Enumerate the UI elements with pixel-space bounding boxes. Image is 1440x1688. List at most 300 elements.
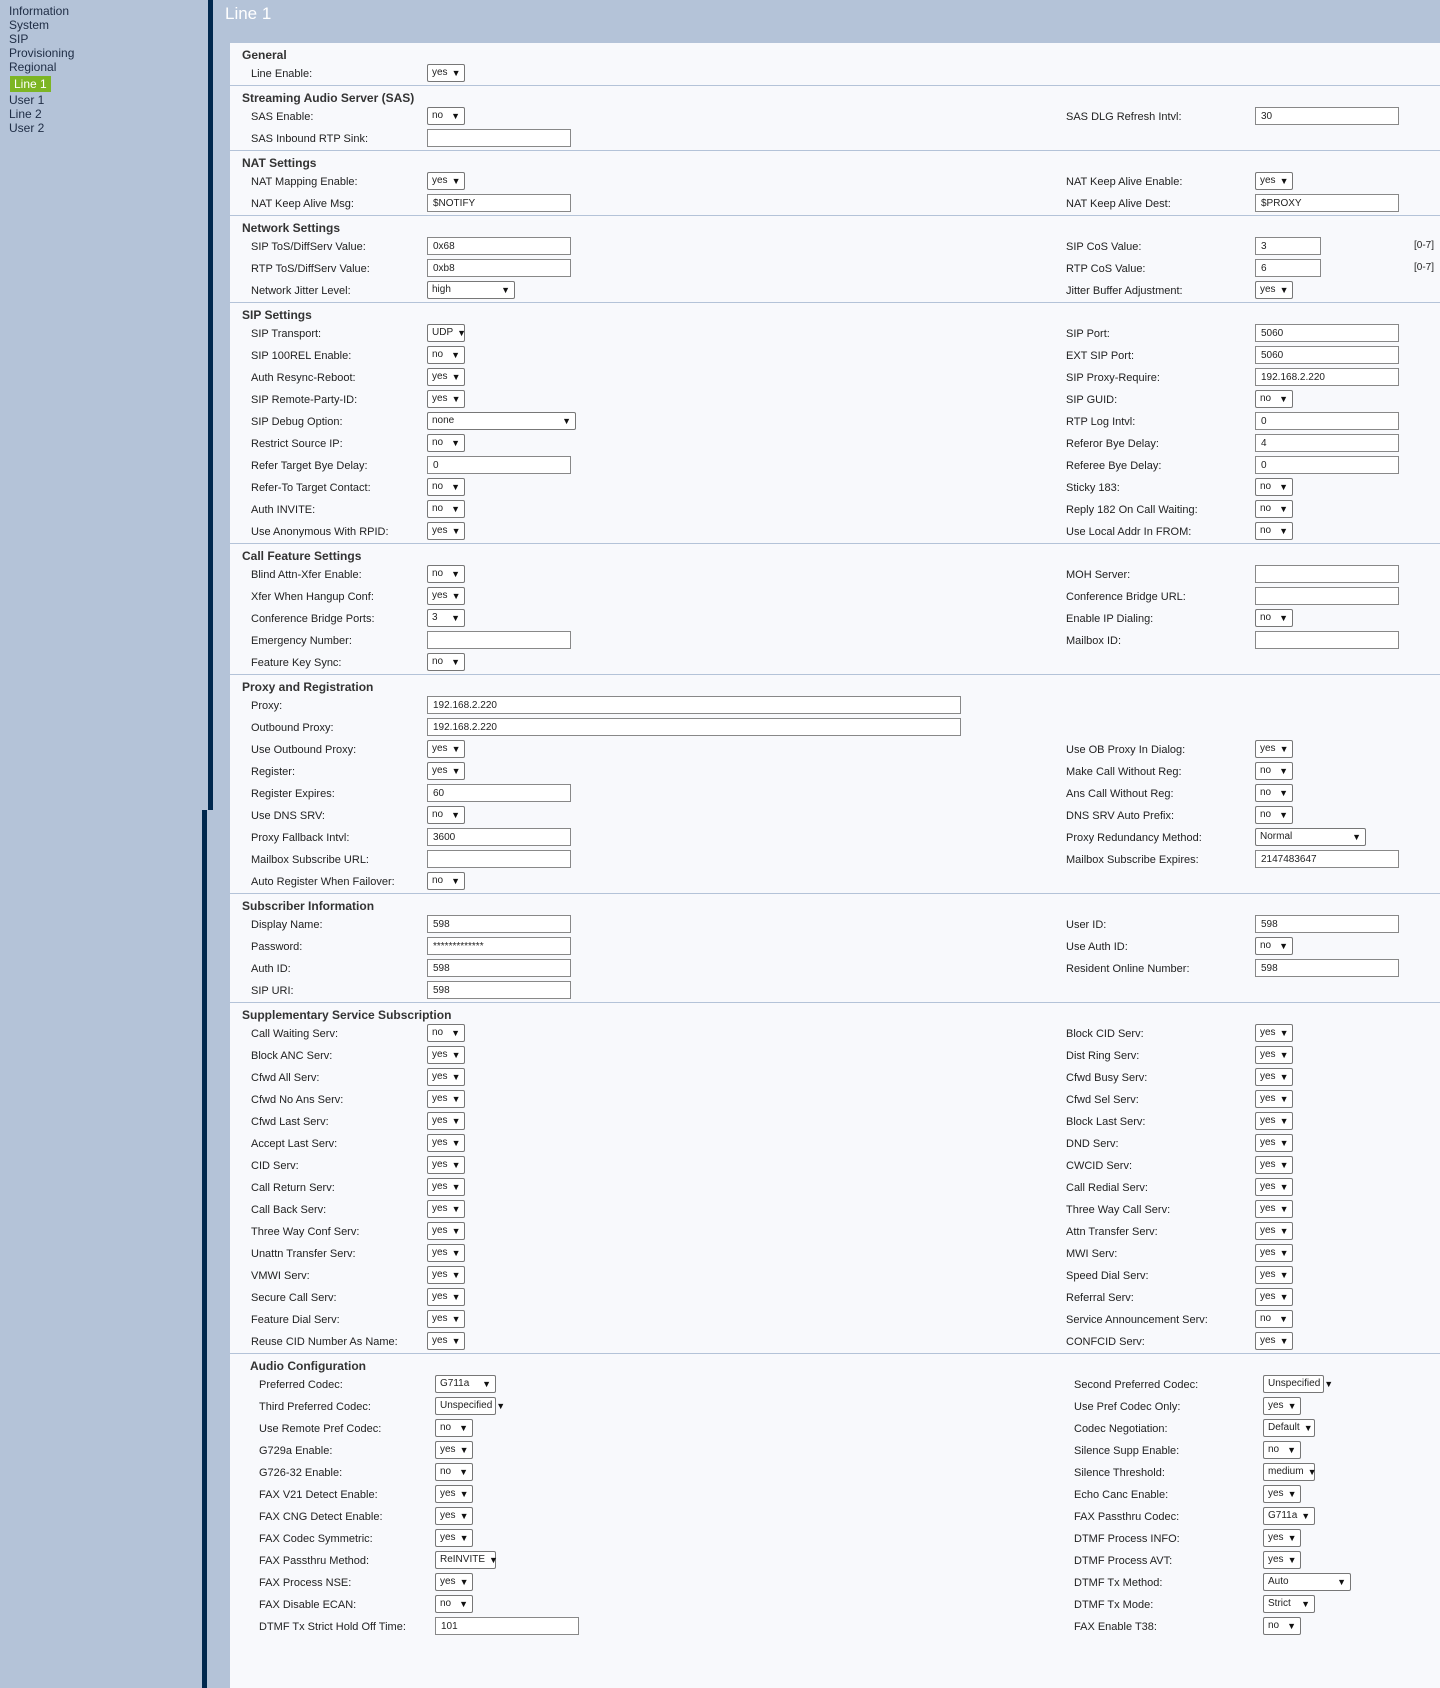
sticky-183-select[interactable]: [1255, 478, 1293, 496]
cfwd-all-serv-value: yes: [432, 1071, 448, 1082]
setting-row: [230, 1528, 1440, 1550]
refer-to-target-contact-select[interactable]: [427, 478, 465, 496]
dtmf-tx-method-label: DTMF Tx Method:: [1074, 1577, 1163, 1589]
proxy-label: Proxy:: [251, 700, 283, 712]
use-pref-codec-only-label: Use Pref Codec Only:: [1074, 1401, 1181, 1413]
nat-keep-alive-enable-select[interactable]: [1255, 172, 1293, 190]
sidebar-item-sip[interactable]: SIP: [9, 32, 29, 46]
cfwd-no-ans-serv-label: Cfwd No Ans Serv:: [251, 1094, 344, 1106]
sip-cos-value-field[interactable]: [1255, 237, 1321, 255]
cfwd-no-ans-serv-select[interactable]: [427, 1090, 465, 1108]
call-return-serv-label: Call Return Serv:: [251, 1182, 335, 1194]
setting-row: [230, 630, 1440, 652]
nat-keep-alive-dest-field[interactable]: [1255, 194, 1399, 212]
chevron-down-icon: ▼: [1279, 1182, 1289, 1192]
vmwi-serv-select[interactable]: [427, 1266, 465, 1284]
call-back-serv-label: Call Back Serv:: [251, 1204, 327, 1216]
g726-32-enable-select[interactable]: [435, 1463, 473, 1481]
use-ob-proxy-in-dialog-select[interactable]: [1255, 740, 1293, 758]
cfwd-all-serv-select[interactable]: [427, 1068, 465, 1086]
chevron-down-icon: ▼: [1279, 1314, 1288, 1324]
echo-canc-enable-label: Echo Canc Enable:: [1074, 1489, 1169, 1501]
chevron-down-icon: ▼: [457, 328, 467, 338]
ext-sip-port-label: EXT SIP Port:: [1066, 350, 1135, 362]
fax-process-nse-select[interactable]: [435, 1573, 473, 1591]
cfwd-sel-serv-label: Cfwd Sel Serv:: [1066, 1094, 1139, 1106]
moh-server-field[interactable]: [1255, 565, 1399, 583]
mailbox-id-field[interactable]: [1255, 631, 1399, 649]
section-audio-configuration: [230, 1353, 1440, 1638]
sip-debug-option-select[interactable]: [427, 412, 576, 430]
section-subscriber-information: [230, 893, 1440, 1002]
refer-target-bye-delay-field[interactable]: [427, 456, 571, 474]
speed-dial-serv-label: Speed Dial Serv:: [1066, 1270, 1149, 1282]
nat-keep-alive-dest-label: NAT Keep Alive Dest:: [1066, 198, 1171, 210]
chevron-down-icon: ▼: [459, 1467, 468, 1477]
chevron-down-icon: ▼: [451, 1248, 461, 1258]
fax-passthru-codec-select[interactable]: [1263, 1507, 1315, 1525]
sip-100rel-enable-select[interactable]: [427, 346, 465, 364]
mwi-serv-select[interactable]: [1255, 1244, 1293, 1262]
restrict-source-ip-value: no: [432, 437, 444, 448]
attn-transfer-serv-value: yes: [1260, 1225, 1276, 1236]
use-outbound-proxy-select[interactable]: [427, 740, 465, 758]
reuse-cid-number-as-name-value: yes: [432, 1335, 448, 1346]
use-local-addr-in-from-label: Use Local Addr In FROM:: [1066, 526, 1192, 538]
three-way-conf-serv-select[interactable]: [427, 1222, 465, 1240]
display-name-label: Display Name:: [251, 919, 323, 931]
conference-bridge-url-field[interactable]: [1255, 587, 1399, 605]
use-pref-codec-only-value: yes: [1268, 1400, 1284, 1411]
sas-inbound-rtp-sink-field[interactable]: [427, 129, 571, 147]
use-auth-id-label: Use Auth ID:: [1066, 941, 1128, 953]
chevron-down-icon: ▼: [451, 526, 461, 536]
referor-bye-delay-field[interactable]: [1255, 434, 1399, 452]
cfwd-last-serv-label: Cfwd Last Serv:: [251, 1116, 329, 1128]
g726-32-enable-value: no: [440, 1466, 452, 1477]
chevron-down-icon: ▼: [451, 1028, 460, 1038]
proxy-fallback-intvl-label: Proxy Fallback Intvl:: [251, 832, 350, 844]
enable-ip-dialing-label: Enable IP Dialing:: [1066, 613, 1154, 625]
speed-dial-serv-value: yes: [1260, 1269, 1276, 1280]
dtmf-tx-mode-label: DTMF Tx Mode:: [1074, 1599, 1154, 1611]
chevron-down-icon: ▼: [451, 1116, 461, 1126]
proxy-fallback-intvl-field[interactable]: [427, 828, 571, 846]
dns-srv-auto-prefix-select[interactable]: [1255, 806, 1293, 824]
block-last-serv-value: yes: [1260, 1115, 1276, 1126]
ans-call-without-reg-label: Ans Call Without Reg:: [1066, 788, 1174, 800]
sip-cos-value-range-hint: [0-7]: [1414, 240, 1435, 251]
dist-ring-serv-value: yes: [1260, 1049, 1276, 1060]
sidebar-item-provisioning[interactable]: Provisioning: [9, 46, 75, 60]
sidebar-item-regional[interactable]: Regional: [9, 60, 57, 74]
ext-sip-port-field[interactable]: [1255, 346, 1399, 364]
sip-proxy-require-field[interactable]: [1255, 368, 1399, 386]
setting-row: [230, 128, 1440, 150]
confcid-serv-value: yes: [1260, 1335, 1276, 1346]
fax-process-nse-value: yes: [440, 1576, 456, 1587]
dns-srv-auto-prefix-label: DNS SRV Auto Prefix:: [1066, 810, 1175, 822]
secure-call-serv-label: Secure Call Serv:: [251, 1292, 337, 1304]
setting-row: [230, 1133, 1440, 1155]
chevron-down-icon: ▼: [451, 591, 461, 601]
reuse-cid-number-as-name-label: Reuse CID Number As Name:: [251, 1336, 398, 1348]
section-title: Streaming Audio Server (SAS): [242, 91, 415, 105]
blind-attn-xfer-enable-select[interactable]: [427, 565, 465, 583]
use-anonymous-with-rpid-select[interactable]: [427, 522, 465, 540]
fax-passthru-codec-label: FAX Passthru Codec:: [1074, 1511, 1180, 1523]
section-call-feature-settings: [230, 543, 1440, 674]
call-redial-serv-select[interactable]: [1255, 1178, 1293, 1196]
block-last-serv-select[interactable]: [1255, 1112, 1293, 1130]
chevron-down-icon: ▼: [451, 810, 460, 820]
chevron-down-icon: ▼: [1279, 1226, 1289, 1236]
fax-codec-symmetric-select[interactable]: [435, 1529, 473, 1547]
setting-row: [230, 1243, 1440, 1265]
chevron-down-icon: ▼: [496, 1401, 506, 1411]
sidebar-item-information[interactable]: Information: [9, 4, 70, 18]
sip-uri-field[interactable]: [427, 981, 571, 999]
attn-transfer-serv-select[interactable]: [1255, 1222, 1293, 1240]
chevron-down-icon: ▼: [451, 766, 461, 776]
setting-row: [230, 980, 1440, 1002]
preferred-codec-select[interactable]: [435, 1375, 496, 1393]
g726-32-enable-label: G726-32 Enable:: [259, 1467, 343, 1479]
cfwd-busy-serv-select[interactable]: [1255, 1068, 1293, 1086]
outbound-proxy-field[interactable]: [427, 718, 961, 736]
dtmf-tx-method-select[interactable]: [1263, 1573, 1351, 1591]
network-jitter-level-select[interactable]: [427, 281, 515, 299]
use-pref-codec-only-select[interactable]: [1263, 1397, 1301, 1415]
sip-debug-option-value: none: [432, 415, 455, 426]
silence-supp-enable-value: no: [1268, 1444, 1280, 1455]
second-preferred-codec-select[interactable]: [1263, 1375, 1334, 1393]
dtmf-tx-method-value: Auto: [1268, 1576, 1289, 1587]
sip-100rel-enable-value: no: [432, 349, 444, 360]
sip-guid-select[interactable]: [1255, 390, 1293, 408]
feature-key-sync-select[interactable]: [427, 653, 465, 671]
sidebar-divider-lower: [202, 810, 207, 1688]
auto-register-when-failover-select[interactable]: [427, 872, 465, 890]
use-local-addr-in-from-select[interactable]: [1255, 522, 1293, 540]
use-remote-pref-codec-select[interactable]: [435, 1419, 473, 1437]
service-announcement-serv-value: no: [1260, 1313, 1272, 1324]
dtmf-process-avt-select[interactable]: [1263, 1551, 1301, 1569]
use-remote-pref-codec-value: no: [440, 1422, 452, 1433]
section-supplementary-service-subscription: [230, 1002, 1440, 1353]
register-select[interactable]: [427, 762, 465, 780]
reuse-cid-number-as-name-select[interactable]: [427, 1332, 465, 1350]
enable-ip-dialing-select[interactable]: [1255, 609, 1293, 627]
ans-call-without-reg-value: no: [1260, 787, 1272, 798]
mailbox-subscribe-url-label: Mailbox Subscribe URL:: [251, 854, 369, 866]
chevron-down-icon: ▼: [451, 1072, 461, 1082]
proxy-field[interactable]: [427, 696, 961, 714]
nat-keep-alive-enable-label: NAT Keep Alive Enable:: [1066, 176, 1183, 188]
chevron-down-icon: ▼: [459, 1489, 469, 1499]
chevron-down-icon: ▼: [451, 1138, 461, 1148]
setting-row: [230, 564, 1440, 586]
dtmf-process-info-select[interactable]: [1263, 1529, 1301, 1547]
chevron-down-icon: ▼: [1279, 1050, 1289, 1060]
chevron-down-icon: ▼: [459, 1599, 468, 1609]
confcid-serv-select[interactable]: [1255, 1332, 1293, 1350]
resident-online-number-field[interactable]: [1255, 959, 1399, 977]
user-id-label: User ID:: [1066, 919, 1107, 931]
auth-resync-reboot-select[interactable]: [427, 368, 465, 386]
chevron-down-icon: ▼: [459, 1577, 469, 1587]
echo-canc-enable-select[interactable]: [1263, 1485, 1301, 1503]
speed-dial-serv-select[interactable]: [1255, 1266, 1293, 1284]
chevron-down-icon: ▼: [1279, 744, 1289, 754]
rtp-tos-diffserv-value-field[interactable]: [427, 259, 571, 277]
sip-transport-select[interactable]: [427, 324, 465, 342]
chevron-down-icon: ▼: [1279, 1160, 1289, 1170]
call-waiting-serv-label: Call Waiting Serv:: [251, 1028, 339, 1040]
restrict-source-ip-label: Restrict Source IP:: [251, 438, 343, 450]
third-preferred-codec-select[interactable]: [435, 1397, 506, 1415]
dns-srv-auto-prefix-value: no: [1260, 809, 1272, 820]
three-way-call-serv-value: yes: [1260, 1203, 1276, 1214]
conference-bridge-url-label: Conference Bridge URL:: [1066, 591, 1186, 603]
referral-serv-value: yes: [1260, 1291, 1276, 1302]
conference-bridge-ports-value: 3: [432, 612, 438, 623]
feature-dial-serv-value: yes: [432, 1313, 448, 1324]
chevron-down-icon: ▼: [451, 876, 460, 886]
section-nat-settings: [230, 150, 1440, 215]
cfwd-sel-serv-value: yes: [1260, 1093, 1276, 1104]
display-name-field[interactable]: [427, 915, 571, 933]
sip-tos-diffserv-value-field[interactable]: [427, 237, 571, 255]
block-cid-serv-select[interactable]: [1255, 1024, 1293, 1042]
moh-server-label: MOH Server:: [1066, 569, 1131, 581]
referee-bye-delay-label: Referee Bye Delay:: [1066, 460, 1162, 472]
section-title: Supplementary Service Subscription: [242, 1008, 452, 1022]
service-announcement-serv-select[interactable]: [1255, 1310, 1293, 1328]
use-auth-id-value: no: [1260, 940, 1272, 951]
chevron-down-icon: ▼: [562, 416, 571, 426]
dist-ring-serv-select[interactable]: [1255, 1046, 1293, 1064]
rtp-cos-value-field[interactable]: [1255, 259, 1321, 277]
chevron-down-icon: ▼: [451, 613, 460, 623]
call-waiting-serv-select[interactable]: [427, 1024, 465, 1042]
call-back-serv-select[interactable]: [427, 1200, 465, 1218]
mwi-serv-label: MWI Serv:: [1066, 1248, 1118, 1260]
sidebar-item-user-2[interactable]: User 2: [9, 121, 45, 135]
dtmf-tx-strict-hold-off-time-field[interactable]: [435, 1617, 579, 1635]
chevron-down-icon: ▼: [1287, 1445, 1296, 1455]
sas-dlg-refresh-intvl-field[interactable]: [1255, 107, 1399, 125]
secure-call-serv-select[interactable]: [427, 1288, 465, 1306]
register-label: Register:: [251, 766, 296, 778]
chevron-down-icon: ▼: [1279, 504, 1288, 514]
section-network-settings: [230, 215, 1440, 302]
sidebar-item-user-1[interactable]: User 1: [9, 93, 45, 107]
fax-cng-detect-enable-label: FAX CNG Detect Enable:: [259, 1511, 383, 1523]
second-preferred-codec-label: Second Preferred Codec:: [1074, 1379, 1199, 1391]
cfwd-all-serv-label: Cfwd All Serv:: [251, 1072, 320, 1084]
cfwd-no-ans-serv-value: yes: [432, 1093, 448, 1104]
section-title: Network Settings: [242, 221, 341, 235]
sidebar-item-system[interactable]: System: [9, 18, 50, 32]
second-preferred-codec-value: Unspecified: [1268, 1378, 1321, 1389]
section-title: General: [242, 48, 287, 62]
cid-serv-select[interactable]: [427, 1156, 465, 1174]
call-redial-serv-label: Call Redial Serv:: [1066, 1182, 1148, 1194]
three-way-call-serv-label: Three Way Call Serv:: [1066, 1204, 1171, 1216]
use-dns-srv-value: no: [432, 809, 444, 820]
chevron-down-icon: ▼: [451, 438, 460, 448]
referee-bye-delay-field[interactable]: [1255, 456, 1399, 474]
chevron-down-icon: ▼: [1337, 1577, 1346, 1587]
setting-row: [230, 411, 1440, 433]
accept-last-serv-value: yes: [432, 1137, 448, 1148]
g729a-enable-select[interactable]: [435, 1441, 473, 1459]
block-anc-serv-select[interactable]: [427, 1046, 465, 1064]
use-auth-id-select[interactable]: [1255, 937, 1293, 955]
jitter-buffer-adjustment-select[interactable]: [1255, 281, 1293, 299]
g729a-enable-label: G729a Enable:: [259, 1445, 333, 1457]
sip-transport-label: SIP Transport:: [251, 328, 322, 340]
three-way-call-serv-select[interactable]: [1255, 1200, 1293, 1218]
chevron-down-icon: ▼: [1279, 394, 1288, 404]
call-waiting-serv-value: no: [432, 1027, 444, 1038]
chevron-down-icon: ▼: [459, 1423, 468, 1433]
xfer-when-hangup-conf-select[interactable]: [427, 587, 465, 605]
user-id-field[interactable]: [1255, 915, 1399, 933]
auto-register-when-failover-value: no: [432, 875, 444, 886]
sip-cos-value-label: SIP CoS Value:: [1066, 241, 1142, 253]
fax-cng-detect-enable-select[interactable]: [435, 1507, 473, 1525]
password-field[interactable]: [427, 937, 571, 955]
dnd-serv-select[interactable]: [1255, 1134, 1293, 1152]
silence-threshold-select[interactable]: [1263, 1463, 1315, 1481]
silence-supp-enable-label: Silence Supp Enable:: [1074, 1445, 1180, 1457]
chevron-down-icon: ▼: [1279, 810, 1288, 820]
chevron-down-icon: ▼: [451, 350, 460, 360]
auth-id-field[interactable]: [427, 959, 571, 977]
nat-keep-alive-msg-field[interactable]: [427, 194, 571, 212]
sidebar-item-line-2[interactable]: Line 2: [9, 107, 42, 121]
use-remote-pref-codec-label: Use Remote Pref Codec:: [259, 1423, 382, 1435]
setting-row: [230, 345, 1440, 367]
sidebar-nav: [9, 4, 199, 135]
sidebar-item-line-1[interactable]: Line 1: [10, 76, 51, 92]
cwcid-serv-select[interactable]: [1255, 1156, 1293, 1174]
use-dns-srv-select[interactable]: [427, 806, 465, 824]
conference-bridge-ports-select[interactable]: [427, 609, 465, 627]
silence-supp-enable-select[interactable]: [1263, 1441, 1301, 1459]
cwcid-serv-value: yes: [1260, 1159, 1276, 1170]
nat-mapping-enable-label: NAT Mapping Enable:: [251, 176, 358, 188]
sip-remote-party-id-select[interactable]: [427, 390, 465, 408]
feature-dial-serv-select[interactable]: [427, 1310, 465, 1328]
auth-invite-label: Auth INVITE:: [251, 504, 316, 516]
rtp-tos-diffserv-value-label: RTP ToS/DiffServ Value:: [251, 263, 370, 275]
unattn-transfer-serv-select[interactable]: [427, 1244, 465, 1262]
setting-row: [230, 477, 1440, 499]
resident-online-number-label: Resident Online Number:: [1066, 963, 1190, 975]
nat-keep-alive-msg-label: NAT Keep Alive Msg:: [251, 198, 354, 210]
fax-enable-t38-select[interactable]: [1263, 1617, 1301, 1635]
fax-cng-detect-enable-value: yes: [440, 1510, 456, 1521]
ans-call-without-reg-select[interactable]: [1255, 784, 1293, 802]
mailbox-subscribe-expires-field[interactable]: [1255, 850, 1399, 868]
chevron-down-icon: ▼: [1279, 1094, 1289, 1104]
section-title: Audio Configuration: [250, 1359, 366, 1373]
mailbox-subscribe-url-field[interactable]: [427, 850, 571, 868]
chevron-down-icon: ▼: [1287, 1533, 1297, 1543]
call-return-serv-select[interactable]: [427, 1178, 465, 1196]
chevron-down-icon: ▼: [1279, 526, 1288, 536]
setting-row: [230, 871, 1440, 893]
referral-serv-label: Referral Serv:: [1066, 1292, 1134, 1304]
dnd-serv-value: yes: [1260, 1137, 1276, 1148]
setting-row: [230, 258, 1440, 280]
use-ob-proxy-in-dialog-value: yes: [1260, 743, 1276, 754]
setting-row: [230, 1155, 1440, 1177]
make-call-without-reg-select[interactable]: [1255, 762, 1293, 780]
setting-row: [230, 827, 1440, 849]
fax-passthru-method-label: FAX Passthru Method:: [259, 1555, 370, 1567]
codec-negotiation-select[interactable]: [1263, 1419, 1315, 1437]
conference-bridge-ports-label: Conference Bridge Ports:: [251, 613, 375, 625]
block-anc-serv-value: yes: [432, 1049, 448, 1060]
restrict-source-ip-select[interactable]: [427, 434, 465, 452]
three-way-conf-serv-value: yes: [432, 1225, 448, 1236]
setting-row: [230, 280, 1440, 302]
setting-row: [230, 695, 1440, 717]
reply-182-on-call-waiting-select[interactable]: [1255, 500, 1293, 518]
fax-codec-symmetric-label: FAX Codec Symmetric:: [259, 1533, 373, 1545]
rtp-log-intvl-field[interactable]: [1255, 412, 1399, 430]
vmwi-serv-label: VMWI Serv:: [251, 1270, 310, 1282]
chevron-down-icon: ▼: [451, 111, 460, 121]
sip-transport-value: UDP: [432, 327, 454, 338]
emergency-number-field[interactable]: [427, 631, 571, 649]
nat-mapping-enable-select[interactable]: [427, 172, 465, 190]
cid-serv-value: yes: [432, 1159, 448, 1170]
auth-invite-value: no: [432, 503, 444, 514]
dtmf-process-info-value: yes: [1268, 1532, 1284, 1543]
fax-enable-t38-value: no: [1268, 1620, 1280, 1631]
dtmf-tx-mode-select[interactable]: [1263, 1595, 1315, 1613]
sip-port-field[interactable]: [1255, 324, 1399, 342]
line-enable-select[interactable]: [427, 64, 465, 82]
make-call-without-reg-label: Make Call Without Reg:: [1066, 766, 1182, 778]
auth-id-label: Auth ID:: [251, 963, 291, 975]
auth-invite-select[interactable]: [427, 500, 465, 518]
sas-enable-select[interactable]: [427, 107, 465, 125]
chevron-down-icon: ▼: [1287, 1401, 1297, 1411]
preferred-codec-value: G711a: [440, 1378, 470, 1389]
fax-v21-detect-enable-select[interactable]: [435, 1485, 473, 1503]
unattn-transfer-serv-value: yes: [432, 1247, 448, 1258]
referral-serv-select[interactable]: [1255, 1288, 1293, 1306]
fax-disable-ecan-select[interactable]: [435, 1595, 473, 1613]
register-expires-field[interactable]: [427, 784, 571, 802]
call-redial-serv-value: yes: [1260, 1181, 1276, 1192]
mailbox-subscribe-expires-label: Mailbox Subscribe Expires:: [1066, 854, 1199, 866]
feature-key-sync-value: no: [432, 656, 444, 667]
proxy-redundancy-method-select[interactable]: [1255, 828, 1366, 846]
accept-last-serv-select[interactable]: [427, 1134, 465, 1152]
setting-row: [230, 608, 1440, 630]
cfwd-last-serv-select[interactable]: [427, 1112, 465, 1130]
chevron-down-icon: ▼: [1279, 1028, 1289, 1038]
fax-passthru-method-select[interactable]: [435, 1551, 496, 1569]
cfwd-sel-serv-select[interactable]: [1255, 1090, 1293, 1108]
